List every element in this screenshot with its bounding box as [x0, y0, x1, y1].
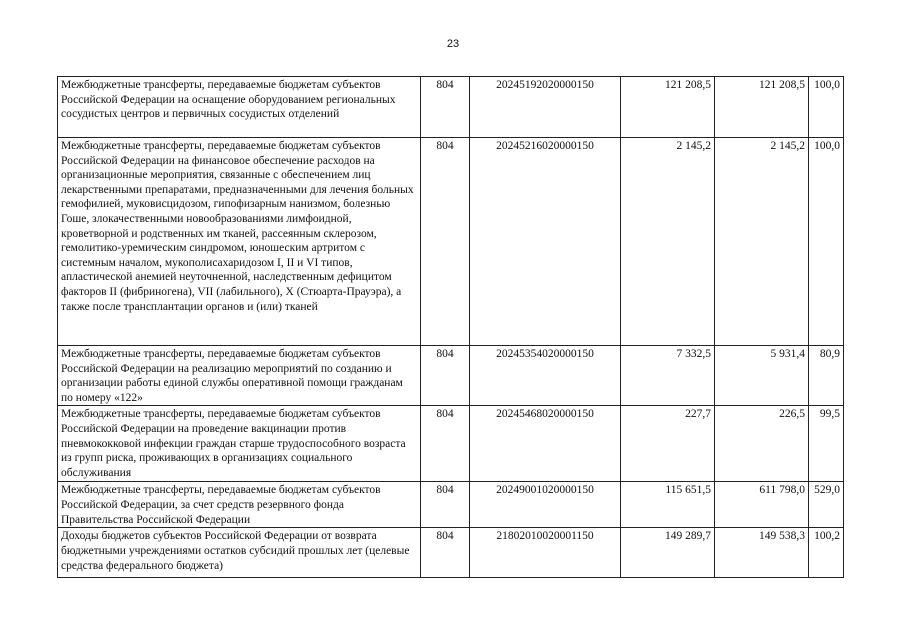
- row-fact-cell: 611 798,0: [715, 482, 809, 528]
- table-row: [58, 482, 844, 528]
- row-budget-code-cell: 20245192020000150: [470, 77, 621, 138]
- row-name-cell: Межбюджетные трансферты, передаваемые бюджетам субъектов Российской Федерации, за счет средств резервного фонда Правительства Российской Федерации: [58, 482, 421, 528]
- row-name-cell: Межбюджетные трансферты, передаваемые бюджетам субъектов Российской Федерации на финансовое обеспечение расходов на организационные мероприятия, связанные с обеспечением лиц лекарственными препаратами, предназначенными для лечения больных гемофилией, муковисцидозом, гипофизарным нанизмом, болезнью Гоше, злокачественными новообразованиями лимфоидной, кроветворной и родственных им тканей, рассеянным склерозом, гемолитико-уремическим синдромом, юношеским артритом с системным началом, мукополисахаридозом I, II и VI типов, апластической анемией неуточненной, наследственным дефицитом факторов II (фибриногена), VII (лабильного), X (Стюарта-Прауэра), а также после трансплантации органов и (или) тканей: [58, 138, 421, 346]
- table-row: [58, 406, 844, 482]
- row-percent-cell: 99,5: [809, 406, 844, 482]
- row-fact-cell: 149 538,3: [715, 528, 809, 578]
- table-row: [58, 528, 844, 578]
- row-admin-code-cell: 804: [421, 138, 470, 346]
- row-admin-code-cell: 804: [421, 528, 470, 578]
- table-row: [58, 77, 844, 138]
- row-budget-code-cell: 20245468020000150: [470, 406, 621, 482]
- row-name-cell: Доходы бюджетов субъектов Российской Федерации от возврата бюджетными учреждениями остатков субсидий прошлых лет (целевые средства федерального бюджета): [58, 528, 421, 578]
- row-percent-cell: 100,2: [809, 528, 844, 578]
- row-plan-cell: 149 289,7: [621, 528, 715, 578]
- row-plan-cell: 2 145,2: [621, 138, 715, 346]
- page-number: 23: [446, 38, 460, 50]
- row-percent-cell: 529,0: [809, 482, 844, 528]
- revenue-table: [57, 76, 844, 578]
- row-admin-code-cell: 804: [421, 406, 470, 482]
- row-budget-code-cell: 20245216020000150: [470, 138, 621, 346]
- row-percent-cell: 100,0: [809, 138, 844, 346]
- row-budget-code-cell: 21802010020001150: [470, 528, 621, 578]
- row-admin-code-cell: 804: [421, 482, 470, 528]
- table-row: [58, 138, 844, 346]
- row-admin-code-cell: 804: [421, 346, 470, 406]
- row-fact-cell: 226,5: [715, 406, 809, 482]
- row-fact-cell: 5 931,4: [715, 346, 809, 406]
- row-name-cell: Межбюджетные трансферты, передаваемые бюджетам субъектов Российской Федерации на оснащение оборудованием региональных сосудистых центров и первичных сосудистых отделений: [58, 77, 421, 138]
- row-plan-cell: 121 208,5: [621, 77, 715, 138]
- row-admin-code-cell: 804: [421, 77, 470, 138]
- row-fact-cell: 2 145,2: [715, 138, 809, 346]
- row-budget-code-cell: 20245354020000150: [470, 346, 621, 406]
- row-percent-cell: 100,0: [809, 77, 844, 138]
- row-plan-cell: 115 651,5: [621, 482, 715, 528]
- row-name-cell: Межбюджетные трансферты, передаваемые бюджетам субъектов Российской Федерации на проведение вакцинации против пневмококковой инфекции граждан старше трудоспособного возраста из групп риска, проживающих в организациях социального обслуживания: [58, 406, 421, 482]
- row-budget-code-cell: 20249001020000150: [470, 482, 621, 528]
- row-percent-cell: 80,9: [809, 346, 844, 406]
- row-name-cell: Межбюджетные трансферты, передаваемые бюджетам субъектов Российской Федерации на реализацию мероприятий по созданию и организации работы единой службы оперативной помощи гражданам по номеру «122»: [58, 346, 421, 406]
- row-plan-cell: 227,7: [621, 406, 715, 482]
- table-row: [58, 346, 844, 406]
- row-plan-cell: 7 332,5: [621, 346, 715, 406]
- row-fact-cell: 121 208,5: [715, 77, 809, 138]
